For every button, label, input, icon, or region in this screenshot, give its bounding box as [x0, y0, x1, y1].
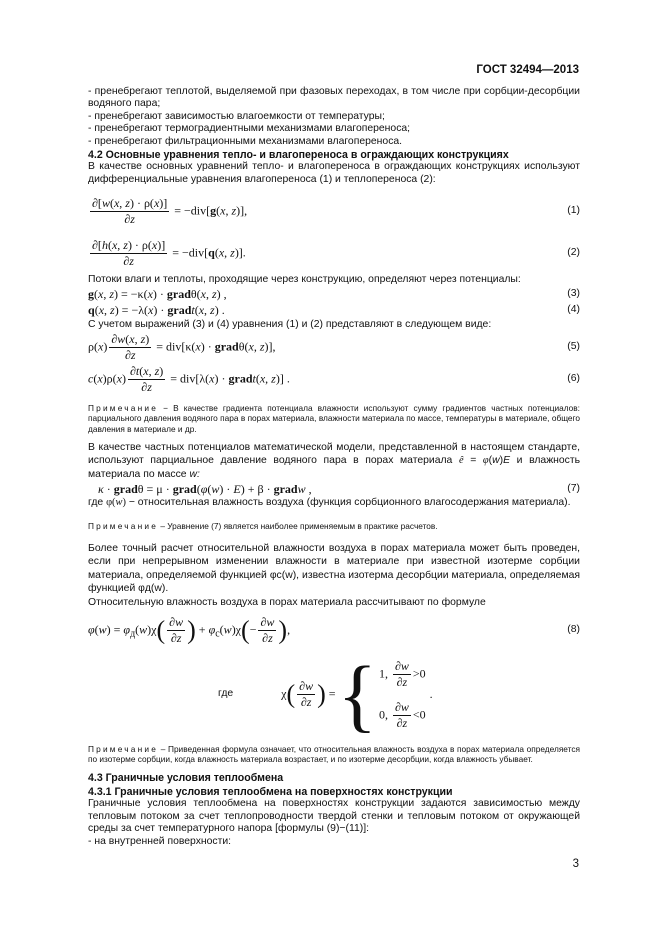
paragraph: Потоки влаги и теплоты, проходящие через конструкцию, определяют через потенциалы:: [88, 274, 521, 286]
equation-7: κ · gradθ = μ · grad(φ(w) · E) + β · gradw , (7): [98, 481, 580, 496]
paragraph: - пренебрегают фильтрационными механизмами влагопереноса.: [88, 135, 403, 147]
chi-definition: где χ( $\frac{\partial w}{\partial z}$ ) = { 1, $\frac{\partial w}{\partial z}$ >0 0, $\frac{\partial w}{\partial z}$ <0 .: [218, 648, 433, 740]
paragraph: Относительную влажность воздуха в порах материала рассчитывают по формуле: [88, 597, 486, 609]
paragraph: В качестве частных потенциалов математической модели, представленной в настоящем стандарте, используют парциальное давление водяного пара в порах материала ê = φ(w)E и влажность материала по массе w:: [88, 442, 581, 480]
paragraph: В качестве основных уравнений тепло- и влагопереноса в ограждающих конструкциях используют дифференциальные уравнения влагопереноса (1) и теплопереноса (2):: [88, 161, 580, 185]
paragraph: где φ(w) − относительная влажность воздуха (функция сорбционного влагосодержания материала).: [88, 496, 571, 508]
note-3: Примечание – Приведенная формула означает, что относительная влажность воздуха в порах материала определяется по изотерме сорбции, когда влажность материала возрастает, и по изотерме десорбции, когда влажность убывает.: [88, 743, 580, 765]
equation-number: (6): [567, 372, 580, 384]
equation-number: (8): [567, 624, 580, 636]
paragraph: Более точный расчет относительной влажности воздуха в порах материала может быть проведен, если при непрерывном изменении влажности в материале при известной изотерме сорбции материала, определяемой функцией φс(w), известна изотерма десорбции материала, определяемая функцией φд(w).: [88, 542, 580, 595]
paragraph: - пренебрегают зависимостью влагоемкости от температуры;: [88, 110, 385, 122]
equation-number: (4): [567, 304, 580, 316]
equation-1: $\frac{\partial[w(x, z) \cdot \rho(x)]}{\partial z}$ = −div[g(x, z)], (1): [92, 195, 580, 226]
paragraph: - пренебрегают теплотой, выделяемой при фазовых переходах, в том числе при сорбции-десорбции водяного пара;: [88, 86, 580, 110]
equation-5: ρ(x) $\frac{\partial w(x, z)}{\partial z}$ = div[κ(x) · gradθ(x, z)], (5): [88, 331, 580, 362]
paragraph: С учетом выражений (3) и (4) уравнения (1) и (2) представляют в следующем виде:: [88, 318, 492, 330]
equation-3: g(x, z) = −κ(x) · gradθ(x, z) , (3): [88, 287, 580, 302]
equation-number: (7): [567, 482, 580, 494]
paragraph: - пренебрегают термоградиентными механизмами влагопереноса;: [88, 123, 411, 135]
document-header: ГОСТ 32494—2013: [476, 64, 579, 76]
equation-2: $\frac{\partial[h(x, z) \cdot \rho(x)]}{\partial z}$ = −div[q(x, z)]. (2): [92, 237, 580, 268]
equation-number: (5): [567, 340, 580, 352]
paragraph: - на внутренней поверхности:: [88, 835, 232, 847]
paragraph: Граничные условия теплообмена на поверхностях конструкции задаются зависимостью между тепловым потоком за счет теплопроводности твердой стенки и тепловым потоком от окружающей среды за счет температурного напора [формулы (9)−(11)]:: [88, 798, 580, 835]
equation-number: (3): [567, 288, 580, 300]
equation-number: (2): [567, 247, 580, 259]
page-content: [88, 86, 580, 848]
section-heading-4-3: 4.3 Граничные условия теплообмена: [88, 772, 284, 785]
equation-8: $\varphi(w) = \varphi_д(w)\chi$( $\frac{\partial w}{\partial z}$ ) + $\varphi_с(w)\chi(-$ $\frac{\partial w}{\partial z}$ ), (8): [88, 615, 580, 646]
equation-number: (1): [567, 205, 580, 217]
section-heading-4-3-1: 4.3.1 Граничные условия теплообмена на поверхностях конструкции: [88, 785, 453, 798]
section-heading-4-2: 4.2 Основные уравнения тепло- и влагопереноса в ограждающих конструкциях: [88, 149, 509, 162]
page-number: 3: [572, 858, 579, 870]
note-2: Примечание – Уравнение (7) является наиболее применяемым в практике расчетов.: [88, 521, 438, 532]
note-1: Примечание − В качестве градиента потенциала влажности используют сумму градиентов частных потенциалов: парциального давления водяного пара в порах материала, влажности материала по массе, температуры в материале, общего давления в материале и др.: [88, 403, 580, 434]
equation-6: c(x)ρ(x) $\frac{\partial t(x, z)}{\partial z}$ = div[λ(x) · gradt(x, z)] . (6): [88, 363, 580, 394]
equation-4: q(x, z) = −λ(x) · gradt(x, z) . (4): [88, 303, 580, 318]
